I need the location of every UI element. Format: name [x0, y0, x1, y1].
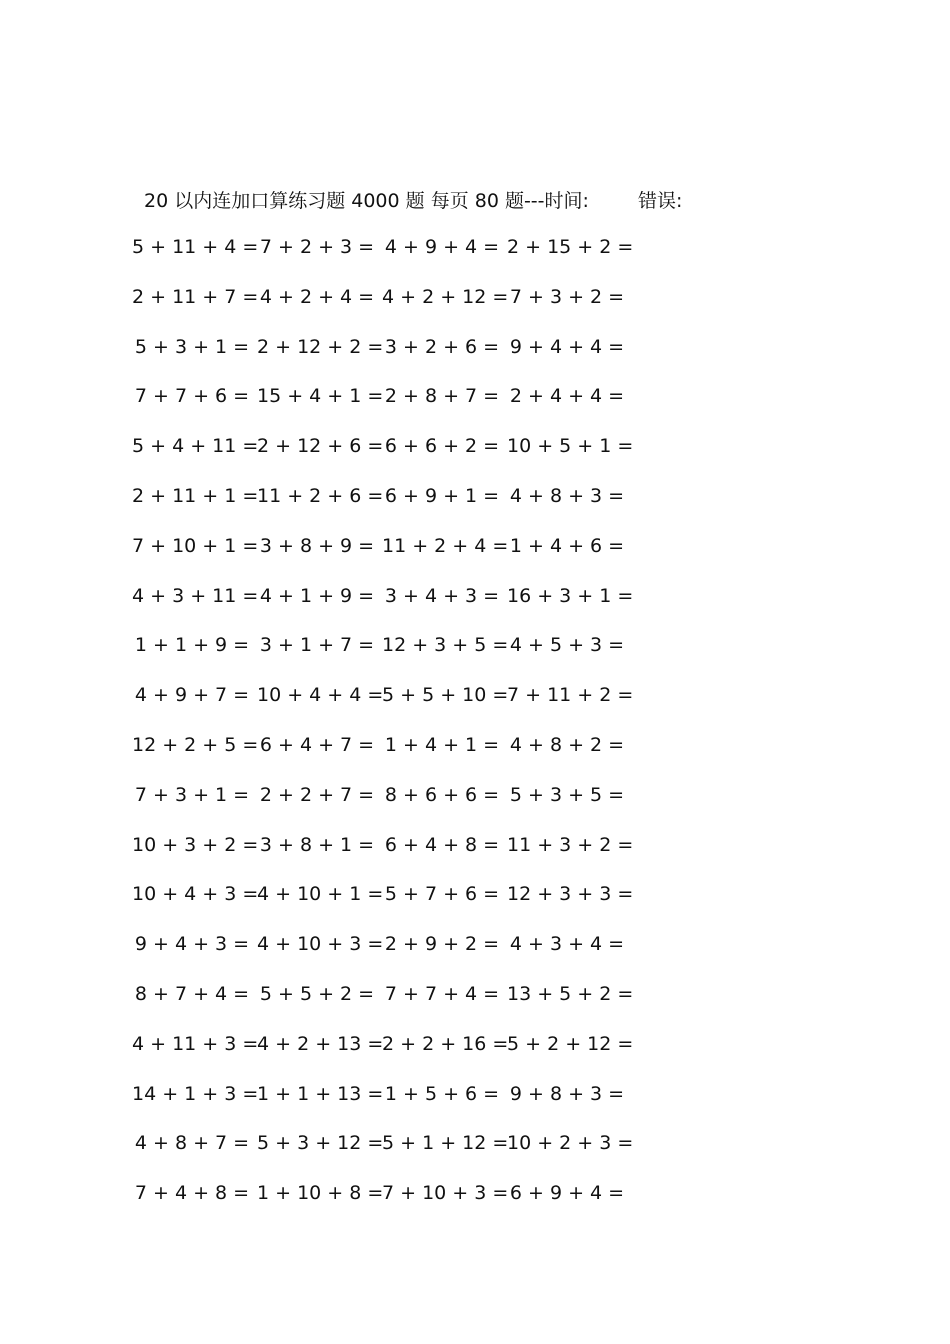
- problem-item: 4 + 10 + 1 =: [257, 883, 384, 906]
- problem-item: 7 + 7 + 4 =: [384, 983, 500, 1005]
- problem-row: [132, 833, 644, 862]
- problem-item: 2 + 4 + 4 =: [509, 385, 625, 408]
- problem-item: 8 + 7 + 4 =: [134, 983, 250, 1005]
- problem-row: [132, 584, 644, 613]
- problem-item: 4 + 8 + 7 =: [134, 1132, 250, 1155]
- problem-item: 3 + 8 + 1 =: [259, 833, 375, 856]
- problem-item: 4 + 5 + 3 =: [509, 634, 625, 657]
- problem-item: 7 + 10 + 3 =: [382, 1182, 509, 1205]
- problem-item: 6 + 6 + 2 =: [384, 435, 500, 458]
- problem-item: 1 + 4 + 1 =: [384, 734, 500, 756]
- worksheet-title: 20 以内连加口算练习题 4000 题 每页 80 题---时间:: [144, 190, 589, 212]
- problem-row: [134, 684, 644, 712]
- problem-item: 1 + 1 + 9 =: [134, 634, 250, 657]
- problem-item: 10 + 5 + 1 =: [507, 435, 634, 458]
- problem-item: 2 + 12 + 2 =: [257, 335, 384, 358]
- problem-item: 5 + 3 + 1 =: [134, 335, 250, 358]
- problem-item: 4 + 3 + 11 =: [132, 584, 259, 607]
- problem-item: 2 + 2 + 7 =: [259, 783, 375, 806]
- problem-item: 4 + 9 + 7 =: [134, 684, 250, 707]
- problem-item: 12 + 3 + 3 =: [507, 883, 634, 906]
- problem-item: 4 + 1 + 9 =: [259, 584, 375, 607]
- problem-item: 12 + 2 + 5 =: [132, 734, 259, 756]
- problem-item: 10 + 3 + 2 =: [132, 833, 259, 856]
- problem-item: 2 + 11 + 7 =: [132, 285, 259, 308]
- problem-item: 4 + 8 + 2 =: [509, 734, 625, 756]
- problem-item: 9 + 8 + 3 =: [509, 1082, 625, 1105]
- problem-row: [134, 634, 644, 662]
- problem-row: [132, 236, 644, 264]
- problem-item: 3 + 4 + 3 =: [384, 584, 500, 607]
- problem-item: 4 + 8 + 3 =: [509, 485, 625, 507]
- problem-row: [132, 1082, 644, 1111]
- problem-item: 3 + 2 + 6 =: [384, 335, 500, 358]
- problem-row: [134, 335, 644, 364]
- problem-item: 14 + 1 + 3 =: [132, 1082, 259, 1105]
- problem-item: 4 + 2 + 12 =: [382, 285, 509, 308]
- problem-row: [134, 1132, 644, 1160]
- problem-item: 3 + 1 + 7 =: [259, 634, 375, 657]
- problem-item: 15 + 4 + 1 =: [257, 385, 384, 408]
- problem-row: [134, 385, 644, 413]
- problem-item: 10 + 4 + 3 =: [132, 883, 259, 906]
- problem-item: 6 + 9 + 1 =: [384, 485, 500, 507]
- problem-item: 11 + 2 + 4 =: [382, 534, 509, 557]
- problem-item: 1 + 4 + 6 =: [509, 534, 625, 557]
- problem-item: 7 + 3 + 2 =: [509, 285, 625, 308]
- problem-item: 7 + 3 + 1 =: [134, 783, 250, 806]
- problem-item: 5 + 3 + 12 =: [257, 1132, 384, 1155]
- problem-item: 2 + 15 + 2 =: [507, 236, 634, 258]
- problem-row: [132, 534, 644, 563]
- problem-item: 4 + 10 + 3 =: [257, 933, 384, 956]
- problem-row: [132, 883, 644, 911]
- problem-item: 2 + 12 + 6 =: [257, 435, 384, 458]
- problem-row: [132, 435, 644, 463]
- problem-item: 3 + 8 + 9 =: [259, 534, 375, 557]
- problem-item: 7 + 10 + 1 =: [132, 534, 259, 557]
- problem-item: 10 + 2 + 3 =: [507, 1132, 634, 1155]
- problem-item: 2 + 8 + 7 =: [384, 385, 500, 408]
- problem-item: 10 + 4 + 4 =: [257, 684, 384, 707]
- problem-item: 9 + 4 + 4 =: [509, 335, 625, 358]
- problem-item: 5 + 7 + 6 =: [384, 883, 500, 906]
- problem-item: 5 + 5 + 2 =: [259, 983, 375, 1005]
- problem-item: 1 + 1 + 13 =: [257, 1082, 384, 1105]
- problem-item: 6 + 9 + 4 =: [509, 1182, 625, 1205]
- problem-row: [132, 285, 644, 314]
- problem-row: [134, 1182, 644, 1210]
- problem-item: 7 + 11 + 2 =: [507, 684, 634, 707]
- errors-label: 错误:: [638, 190, 683, 212]
- problem-item: 7 + 7 + 6 =: [134, 385, 250, 408]
- problem-item: 5 + 4 + 11 =: [132, 435, 259, 458]
- problem-item: 8 + 6 + 6 =: [384, 783, 500, 806]
- problem-item: 13 + 5 + 2 =: [507, 983, 634, 1005]
- worksheet-header: [144, 186, 683, 213]
- problem-item: 1 + 5 + 6 =: [384, 1082, 500, 1105]
- problem-item: 5 + 11 + 4 =: [132, 236, 259, 258]
- problem-item: 12 + 3 + 5 =: [382, 634, 509, 657]
- problem-item: 2 + 11 + 1 =: [132, 485, 259, 507]
- problem-item: 2 + 9 + 2 =: [384, 933, 500, 956]
- problem-item: 6 + 4 + 7 =: [259, 734, 375, 756]
- problem-item: 1 + 10 + 8 =: [257, 1182, 384, 1205]
- problem-row: [132, 485, 644, 513]
- problem-item: 7 + 4 + 8 =: [134, 1182, 250, 1205]
- problem-item: 9 + 4 + 3 =: [134, 933, 250, 956]
- problem-row: [134, 933, 644, 961]
- problem-item: 11 + 3 + 2 =: [507, 833, 634, 856]
- problem-item: 4 + 2 + 13 =: [257, 1032, 384, 1055]
- problem-row: [132, 1032, 644, 1061]
- problem-row: [134, 983, 644, 1011]
- problem-item: 4 + 9 + 4 =: [384, 236, 500, 258]
- problem-item: 5 + 2 + 12 =: [507, 1032, 634, 1055]
- problem-item: 6 + 4 + 8 =: [384, 833, 500, 856]
- problem-item: 7 + 2 + 3 =: [259, 236, 375, 258]
- problem-row: [132, 734, 644, 762]
- problem-item: 4 + 2 + 4 =: [259, 285, 375, 308]
- problem-item: 16 + 3 + 1 =: [507, 584, 634, 607]
- problem-item: 11 + 2 + 6 =: [257, 485, 384, 507]
- problem-item: 4 + 11 + 3 =: [132, 1032, 259, 1055]
- problem-item: 2 + 2 + 16 =: [382, 1032, 509, 1055]
- problem-item: 5 + 1 + 12 =: [382, 1132, 509, 1155]
- problem-item: 5 + 5 + 10 =: [382, 684, 509, 707]
- problem-row: [134, 783, 644, 812]
- problem-item: 4 + 3 + 4 =: [509, 933, 625, 956]
- problem-item: 5 + 3 + 5 =: [509, 783, 625, 806]
